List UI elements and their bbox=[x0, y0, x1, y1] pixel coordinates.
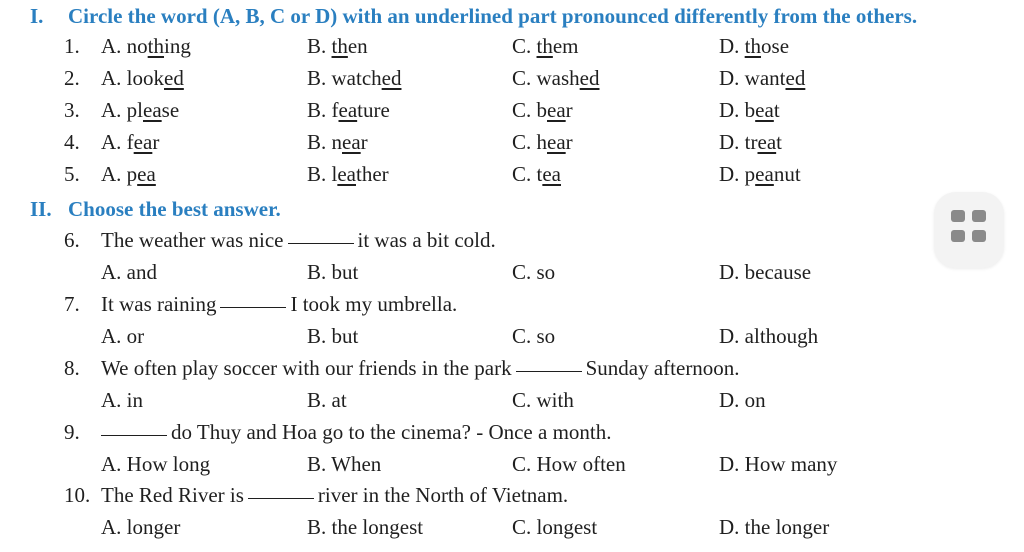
question-text-after: Sunday afternoon. bbox=[585, 356, 740, 380]
section-2-title: Choose the best answer. bbox=[68, 197, 281, 221]
question-text bbox=[101, 356, 740, 381]
answer-option[interactable]: D. How many bbox=[719, 452, 838, 476]
answer-option[interactable]: B. at bbox=[307, 388, 347, 412]
question-number: 9. bbox=[64, 420, 80, 444]
underlined-part: ea bbox=[143, 98, 162, 122]
option-prefix: B. n bbox=[307, 130, 343, 154]
underlined-part: ea bbox=[337, 162, 356, 186]
question-number: 8. bbox=[64, 356, 80, 380]
option-suffix: r bbox=[565, 98, 573, 122]
answer-option[interactable]: B. but bbox=[307, 324, 359, 348]
underlined-part: th bbox=[147, 34, 165, 58]
answer-option[interactable] bbox=[512, 162, 561, 187]
answer-blank[interactable] bbox=[516, 370, 582, 372]
underlined-part: ea bbox=[342, 130, 361, 154]
question-text-before: We often play soccer with our friends in the park bbox=[101, 356, 512, 380]
option-prefix: B. watch bbox=[307, 66, 382, 90]
answer-option[interactable] bbox=[719, 98, 780, 123]
underlined-part: th bbox=[536, 34, 553, 58]
underlined-part: ea bbox=[338, 98, 358, 122]
answer-option[interactable]: C. so bbox=[512, 324, 556, 348]
question-number: 7. bbox=[64, 292, 80, 316]
question-text bbox=[101, 420, 612, 445]
option-suffix: ing bbox=[164, 34, 191, 58]
section-1-title: Circle the word (A, B, C or D) with an underlined part pronounced differently from the others. bbox=[68, 4, 918, 28]
answer-option[interactable] bbox=[512, 34, 579, 59]
option-prefix: A. no bbox=[101, 34, 148, 58]
answer-option[interactable] bbox=[101, 162, 156, 187]
underlined-part: ed bbox=[381, 66, 402, 90]
answer-option[interactable] bbox=[512, 98, 573, 123]
underlined-part: ea bbox=[133, 130, 153, 154]
answer-option[interactable] bbox=[307, 34, 368, 59]
option-prefix: B. l bbox=[307, 162, 338, 186]
answer-option[interactable]: A. or bbox=[101, 324, 145, 348]
underlined-part: ea bbox=[547, 98, 566, 122]
answer-option[interactable] bbox=[512, 130, 573, 155]
answer-option[interactable] bbox=[719, 66, 805, 91]
question-text-after: it was a bit cold. bbox=[357, 228, 496, 252]
underlined-part: ea bbox=[137, 162, 156, 186]
section-2-heading bbox=[30, 197, 281, 222]
option-prefix: D. bbox=[719, 34, 745, 58]
question-text-before: The weather was nice bbox=[101, 228, 284, 252]
option-suffix: ture bbox=[357, 98, 390, 122]
question-number: 3. bbox=[64, 98, 80, 122]
option-suffix: ose bbox=[761, 34, 790, 58]
option-suffix: en bbox=[347, 34, 368, 58]
underlined-part: ea bbox=[757, 130, 777, 154]
answer-option[interactable]: B. When bbox=[307, 452, 382, 476]
answer-option[interactable]: D. on bbox=[719, 388, 766, 412]
answer-option[interactable] bbox=[307, 66, 401, 91]
underlined-part: th bbox=[331, 34, 348, 58]
option-prefix: A. f bbox=[101, 130, 134, 154]
option-suffix: em bbox=[552, 34, 579, 58]
answer-option[interactable] bbox=[307, 98, 390, 123]
underlined-part: ed bbox=[785, 66, 806, 90]
option-suffix: se bbox=[161, 98, 180, 122]
answer-option[interactable]: C. How often bbox=[512, 452, 626, 476]
question-number: 5. bbox=[64, 162, 80, 186]
option-prefix: D. tr bbox=[719, 130, 758, 154]
answer-blank[interactable] bbox=[288, 242, 354, 244]
question-text bbox=[101, 228, 496, 253]
question-number: 1. bbox=[64, 34, 80, 58]
answer-option[interactable]: C. longest bbox=[512, 515, 598, 539]
question-text-after: do Thuy and Hoa go to the cinema? - Once a month. bbox=[171, 420, 612, 444]
answer-option[interactable]: D. because bbox=[719, 260, 812, 284]
option-prefix: B. f bbox=[307, 98, 339, 122]
option-suffix: r bbox=[565, 130, 573, 154]
answer-option[interactable] bbox=[101, 130, 159, 155]
option-prefix: C. b bbox=[512, 98, 548, 122]
answer-option[interactable]: D. although bbox=[719, 324, 819, 348]
question-number: 2. bbox=[64, 66, 80, 90]
question-text-after: river in the North of Vietnam. bbox=[317, 483, 569, 507]
answer-option[interactable] bbox=[307, 130, 368, 155]
answer-option[interactable]: A. in bbox=[101, 388, 143, 412]
answer-option[interactable]: A. How long bbox=[101, 452, 211, 476]
option-prefix: D. b bbox=[719, 98, 756, 122]
underlined-part: ea bbox=[755, 162, 774, 186]
question-number: 4. bbox=[64, 130, 80, 154]
answer-option[interactable]: A. and bbox=[101, 260, 157, 284]
answer-option[interactable] bbox=[719, 130, 782, 155]
answer-option[interactable]: A. longer bbox=[101, 515, 181, 539]
answer-option[interactable] bbox=[101, 66, 184, 91]
answer-option[interactable]: C. with bbox=[512, 388, 574, 412]
underlined-part: ea bbox=[542, 162, 561, 186]
question-text bbox=[101, 292, 457, 317]
option-prefix: D. p bbox=[719, 162, 756, 186]
option-suffix: ther bbox=[356, 162, 389, 186]
answer-option[interactable] bbox=[101, 34, 191, 59]
answer-option[interactable] bbox=[719, 162, 801, 187]
underlined-part: ed bbox=[579, 66, 600, 90]
section-2-number: II. bbox=[30, 197, 52, 221]
option-suffix: nut bbox=[773, 162, 801, 186]
question-text bbox=[101, 483, 568, 508]
option-prefix: A. p bbox=[101, 162, 138, 186]
option-prefix: A. look bbox=[101, 66, 164, 90]
option-suffix: r bbox=[360, 130, 368, 154]
question-number: 10. bbox=[64, 483, 91, 507]
underlined-part: ea bbox=[547, 130, 566, 154]
question-text-before: The Red River is bbox=[101, 483, 244, 507]
option-suffix: t bbox=[773, 98, 780, 122]
option-prefix: C. t bbox=[512, 162, 543, 186]
answer-option[interactable]: B. the longest bbox=[307, 515, 424, 539]
option-suffix: r bbox=[152, 130, 160, 154]
option-prefix: D. want bbox=[719, 66, 786, 90]
option-prefix: C. h bbox=[512, 130, 548, 154]
option-suffix: t bbox=[776, 130, 782, 154]
option-prefix: C. wash bbox=[512, 66, 580, 90]
answer-option[interactable] bbox=[307, 162, 389, 187]
option-prefix: A. pl bbox=[101, 98, 143, 122]
section-1-number: I. bbox=[30, 4, 44, 28]
option-prefix: B. bbox=[307, 34, 332, 58]
question-text-after: I took my umbrella. bbox=[290, 292, 458, 316]
answer-option[interactable] bbox=[101, 98, 179, 123]
question-text-before: It was raining bbox=[101, 292, 217, 316]
answer-option[interactable] bbox=[512, 66, 600, 91]
underlined-part: ea bbox=[755, 98, 774, 122]
underlined-part: ed bbox=[164, 66, 184, 90]
answer-blank[interactable] bbox=[248, 497, 314, 499]
grid-menu-button[interactable] bbox=[934, 192, 1004, 268]
answer-blank[interactable] bbox=[220, 306, 286, 308]
answer-option[interactable]: C. so bbox=[512, 260, 556, 284]
answer-option[interactable] bbox=[719, 34, 789, 59]
answer-option[interactable]: D. the longer bbox=[719, 515, 830, 539]
answer-option[interactable]: B. but bbox=[307, 260, 359, 284]
answer-blank[interactable] bbox=[101, 434, 167, 436]
section-1-heading bbox=[30, 4, 917, 29]
option-prefix: C. bbox=[512, 34, 537, 58]
underlined-part: th bbox=[744, 34, 762, 58]
question-number: 6. bbox=[64, 228, 80, 252]
